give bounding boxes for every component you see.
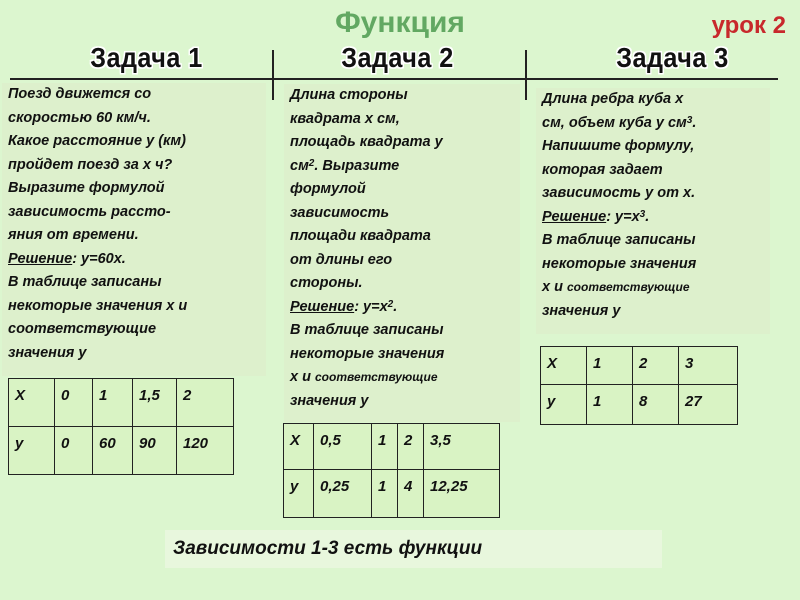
table-row [9, 379, 234, 427]
task-3-table-intro [542, 276, 764, 300]
superscript: 3 [639, 208, 646, 220]
task-2-line: квадрата х см, [290, 110, 400, 127]
task-2-table-intro: значения у [290, 392, 369, 409]
solution-end: . [645, 208, 650, 225]
table-cell: 3,5 [424, 424, 500, 470]
table-cell: 1 [93, 379, 133, 427]
table-cell: 1,5 [133, 379, 177, 427]
column-divider-2 [525, 50, 527, 100]
task-1-line: яния от времени. [8, 227, 139, 243]
task-3-solution [542, 206, 764, 230]
intro-text: х и [290, 369, 311, 385]
task-3-line: Длина ребра куба х [542, 91, 684, 107]
solution-formula: : у=х [606, 208, 640, 225]
task-3-line [542, 112, 764, 136]
table-cell: у [9, 427, 55, 475]
table-cell: 1 [372, 470, 398, 518]
solution-label: Решение [8, 250, 73, 267]
task-2-line: площади квадрата [290, 228, 431, 244]
task-3-line: Напишите формулу, [542, 138, 695, 154]
table-cell: Х [284, 424, 314, 470]
table-row [9, 427, 234, 475]
task-1-line: Выразите формулой [8, 180, 165, 196]
table-cell: 2 [177, 379, 234, 427]
task-3-line-rest: . [692, 114, 697, 131]
task-1-line: зависимость рассто- [8, 203, 171, 220]
superscript: 3 [686, 114, 693, 126]
table-cell: 0,25 [314, 470, 372, 518]
table-cell: 27 [679, 385, 738, 425]
table-cell: 1 [372, 424, 398, 470]
task-2-line: стороны. [290, 275, 363, 291]
table-cell: 2 [398, 424, 424, 470]
solution-label: Решение [542, 208, 607, 225]
task-3-heading: Задача 3 [616, 42, 729, 73]
conclusion-box: Зависимости 1-3 есть функции [165, 530, 662, 568]
table-cell: 60 [93, 427, 133, 475]
table-cell: 3 [679, 347, 738, 385]
task-1-line: Поезд движется со [8, 86, 152, 102]
task-2-solution [290, 296, 514, 320]
task-1-table-intro: некоторые значения х и [8, 297, 188, 314]
task-2-line-rest: . Выразите [314, 157, 400, 174]
table-cell: 1 [587, 385, 633, 425]
task-1-line: пройдет поезд за х ч? [8, 156, 173, 173]
column-divider-1 [272, 50, 274, 100]
task-2-line: от длины его [290, 251, 393, 268]
solution-formula: : у=х [354, 298, 388, 315]
unit-text: см [290, 157, 309, 174]
task-3-line: зависимость у от х. [542, 185, 696, 201]
task-2-line: зависимость [290, 204, 390, 221]
task-2-line: формулой [290, 181, 366, 197]
lesson-label: урок 2 [711, 12, 786, 39]
intro-text: соответствующие [566, 280, 690, 294]
task-1-table-intro: соответствующие [8, 321, 157, 337]
task-1-panel [2, 83, 266, 376]
solution-end: . [393, 298, 398, 315]
superscript: 2 [387, 298, 394, 310]
solution-formula: : у=60х. [72, 250, 126, 267]
intro-text: х и [542, 279, 563, 295]
table-cell: 0 [55, 379, 93, 427]
table-row [284, 470, 500, 518]
table-row [284, 424, 500, 470]
task-3-panel [536, 88, 770, 334]
slide-title: Функция [335, 6, 465, 39]
task-1-line: Какое расстояние у (км) [8, 133, 186, 149]
task-3-table-intro: значения у [542, 302, 621, 319]
task-3-line: которая задает [542, 161, 663, 178]
header-divider [10, 78, 778, 80]
table-cell: у [541, 385, 587, 425]
task-1-table-intro: В таблице записаны [8, 274, 162, 290]
task-2-heading: Задача 2 [341, 42, 454, 73]
table-cell: Х [541, 347, 587, 385]
task-1-value-table [8, 378, 234, 475]
table-row [541, 385, 738, 425]
table-cell: 1 [587, 347, 633, 385]
task-3-table-intro: некоторые значения [542, 255, 697, 272]
task-2-line [290, 155, 514, 179]
intro-text: соответствующие [314, 370, 438, 384]
table-cell: 12,25 [424, 470, 500, 518]
solution-label: Решение [290, 298, 355, 315]
table-cell: 8 [633, 385, 679, 425]
task-2-panel [284, 84, 520, 422]
task-1-solution [8, 248, 260, 272]
table-row [541, 347, 738, 385]
task-1-table-intro: значения у [8, 344, 87, 361]
task-2-table-intro [290, 366, 514, 390]
task-1-heading: Задача 1 [90, 42, 203, 73]
task-2-value-table [283, 423, 500, 518]
superscript: 2 [308, 157, 315, 169]
task-2-line: площадь квадрата у [290, 134, 443, 150]
task-2-table-intro: некоторые значения [290, 345, 445, 362]
table-cell: Х [9, 379, 55, 427]
table-cell: 90 [133, 427, 177, 475]
table-cell: 4 [398, 470, 424, 518]
task-2-line: Длина стороны [290, 87, 408, 103]
unit-text: см, объем куба у см [542, 114, 687, 131]
table-cell: 120 [177, 427, 234, 475]
task-1-line: скоростью 60 км/ч. [8, 109, 151, 126]
task-3-value-table [540, 346, 738, 425]
task-2-table-intro: В таблице записаны [290, 322, 444, 338]
table-cell: 0 [55, 427, 93, 475]
task-3-table-intro: В таблице записаны [542, 232, 696, 248]
table-cell: 0,5 [314, 424, 372, 470]
table-cell: 2 [633, 347, 679, 385]
table-cell: у [284, 470, 314, 518]
